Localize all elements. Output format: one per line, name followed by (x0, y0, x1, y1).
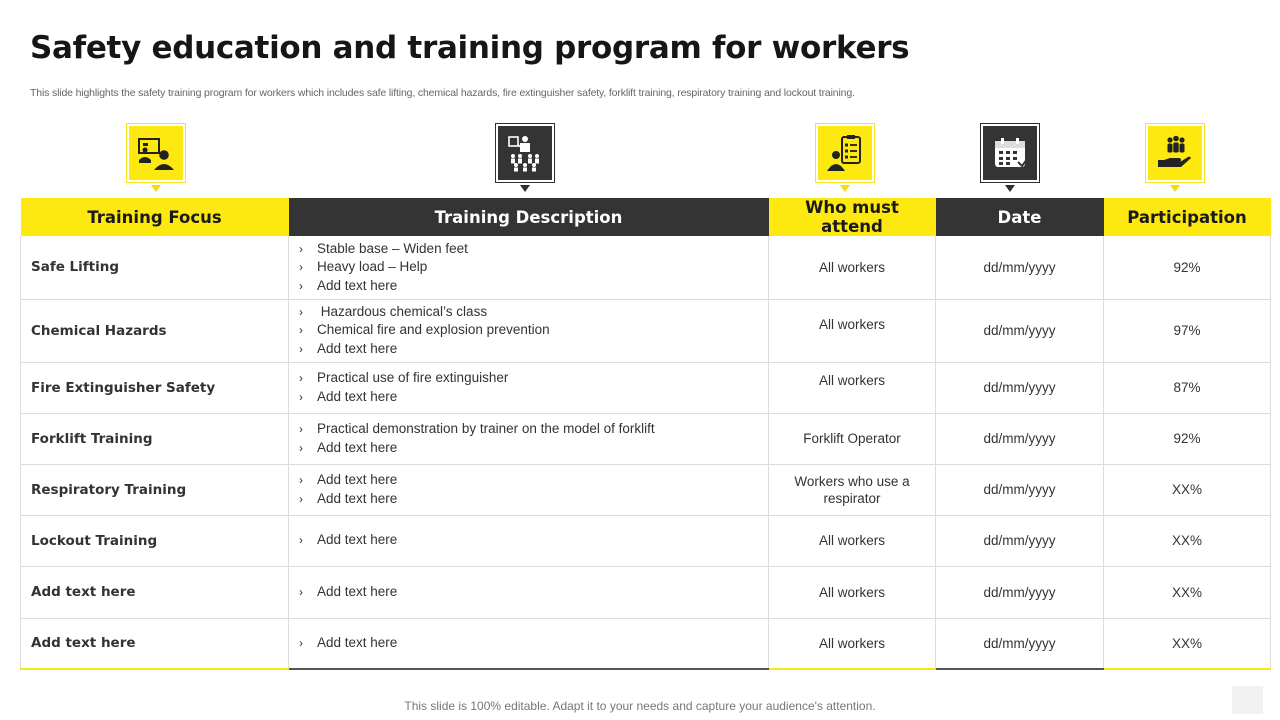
header-who-must-attend: Who must attend (769, 198, 936, 236)
chevron-right-icon: › (299, 636, 303, 650)
training-description-cell (289, 236, 769, 299)
chevron-right-icon: › (299, 422, 303, 436)
chevron-right-icon: › (299, 389, 303, 404)
who-must-attend-cell: All workers (769, 618, 936, 669)
checklist-person-icon-box (815, 123, 875, 183)
date-cell: dd/mm/yyyy (936, 236, 1104, 299)
description-item: › Add text here (299, 490, 768, 509)
participation-cell: 87% (1104, 362, 1271, 413)
table-row (21, 515, 1271, 566)
pointer-2 (520, 185, 530, 192)
training-focus-cell: Lockout Training (21, 515, 289, 566)
footer-note: This slide is 100% editable. Adapt it to your needs and capture your audience's attention. (404, 699, 876, 713)
who-must-attend-cell: Forklift Operator (769, 413, 936, 464)
description-item: › Add text here (299, 583, 768, 602)
participation-cell: XX% (1104, 566, 1271, 618)
description-item: › Add text here (299, 388, 768, 407)
description-item: › Practical demonstration by trainer on the model of forklift (299, 420, 768, 439)
date-cell: dd/mm/yyyy (936, 566, 1104, 618)
description-item: › Practical use of fire extinguisher (299, 369, 768, 388)
header-participation: Participation (1104, 198, 1271, 236)
training-focus-cell: Fire Extinguisher Safety (21, 362, 289, 413)
participation-cell: 92% (1104, 236, 1271, 299)
chevron-right-icon: › (299, 473, 303, 487)
chevron-right-icon: › (299, 533, 303, 548)
description-item: › Add text here (299, 471, 768, 490)
who-must-attend-cell: Workers who use a respirator (769, 464, 936, 515)
chevron-right-icon: › (299, 491, 303, 506)
pointer-3 (840, 185, 850, 192)
date-cell: dd/mm/yyyy (936, 464, 1104, 515)
description-item: › Add text here (299, 277, 768, 296)
header-training-focus: Training Focus (21, 198, 289, 236)
hand-people-icon-box (1145, 123, 1205, 183)
date-cell: dd/mm/yyyy (936, 618, 1104, 669)
training-focus-cell: Add text here (21, 566, 289, 618)
date-cell: dd/mm/yyyy (936, 362, 1104, 413)
checklist-person-icon (825, 133, 865, 173)
description-item: › Heavy load – Help (299, 258, 768, 277)
trainer-audience-icon-box (495, 123, 555, 183)
chevron-right-icon: › (299, 323, 303, 338)
chevron-right-icon: › (299, 341, 303, 356)
training-description-cell (289, 413, 769, 464)
description-item: › Add text here (299, 531, 768, 550)
chevron-right-icon: › (299, 440, 303, 455)
table-row (21, 413, 1271, 464)
date-cell: dd/mm/yyyy (936, 515, 1104, 566)
training-description-cell (289, 515, 769, 566)
chevron-right-icon: › (299, 371, 303, 385)
training-focus-cell: Chemical Hazards (21, 299, 289, 362)
training-description-cell (289, 618, 769, 669)
chevron-right-icon: › (299, 584, 303, 599)
description-item: › Hazardous chemical’s class (299, 303, 768, 322)
who-must-attend-cell: All workers (769, 566, 936, 618)
who-must-attend-cell: All workers (769, 299, 936, 362)
table-row (21, 566, 1271, 618)
chevron-right-icon: › (299, 278, 303, 293)
who-must-attend-cell: All workers (769, 236, 936, 299)
presentation-icon-box (126, 123, 186, 183)
header-date: Date (936, 198, 1104, 236)
participation-cell: 97% (1104, 299, 1271, 362)
description-item: › Add text here (299, 439, 768, 458)
page-subtitle: This slide highlights the safety training program for workers which includes safe lifting, chemical hazards, fire extinguisher safety, forklift training, respiratory training and lockout training. (30, 87, 855, 99)
description-item: › Add text here (299, 340, 768, 359)
table-row (21, 464, 1271, 515)
training-focus-cell: Forklift Training (21, 413, 289, 464)
chevron-right-icon: › (299, 260, 303, 274)
training-focus-cell: Safe Lifting (21, 236, 289, 299)
who-must-attend-cell: All workers (769, 362, 936, 413)
table-row (21, 618, 1271, 669)
training-table (20, 198, 1271, 670)
participation-cell: XX% (1104, 464, 1271, 515)
header-training-description: Training Description (289, 198, 769, 236)
participation-cell: XX% (1104, 618, 1271, 669)
chevron-right-icon: › (299, 304, 303, 319)
date-cell: dd/mm/yyyy (936, 413, 1104, 464)
page-title: Safety education and training program for workers (30, 30, 910, 66)
table-row (21, 236, 1271, 299)
training-description-cell (289, 362, 769, 413)
training-focus-cell: Add text here (21, 618, 289, 669)
table-row (21, 362, 1271, 413)
pointer-4 (1005, 185, 1015, 192)
participation-cell: 92% (1104, 413, 1271, 464)
participation-cell: XX% (1104, 515, 1271, 566)
table-header-row (21, 198, 1271, 236)
training-description-cell (289, 566, 769, 618)
training-description-cell (289, 464, 769, 515)
calendar-icon-box (980, 123, 1040, 183)
chevron-right-icon: › (299, 241, 303, 256)
trainer-audience-icon (505, 133, 545, 173)
training-description-cell (289, 299, 769, 362)
table-row (21, 299, 1271, 362)
date-cell: dd/mm/yyyy (936, 299, 1104, 362)
calendar-icon (990, 133, 1030, 173)
hand-people-icon (1155, 133, 1195, 173)
description-item: › Chemical fire and explosion prevention (299, 321, 768, 340)
pointer-1 (151, 185, 161, 192)
who-must-attend-cell: All workers (769, 515, 936, 566)
pointer-5 (1170, 185, 1180, 192)
corner-button[interactable] (1232, 686, 1263, 714)
presentation-icon (136, 133, 176, 173)
description-item: › Add text here (299, 634, 768, 653)
training-focus-cell: Respiratory Training (21, 464, 289, 515)
description-item: › Stable base – Widen feet (299, 240, 768, 259)
